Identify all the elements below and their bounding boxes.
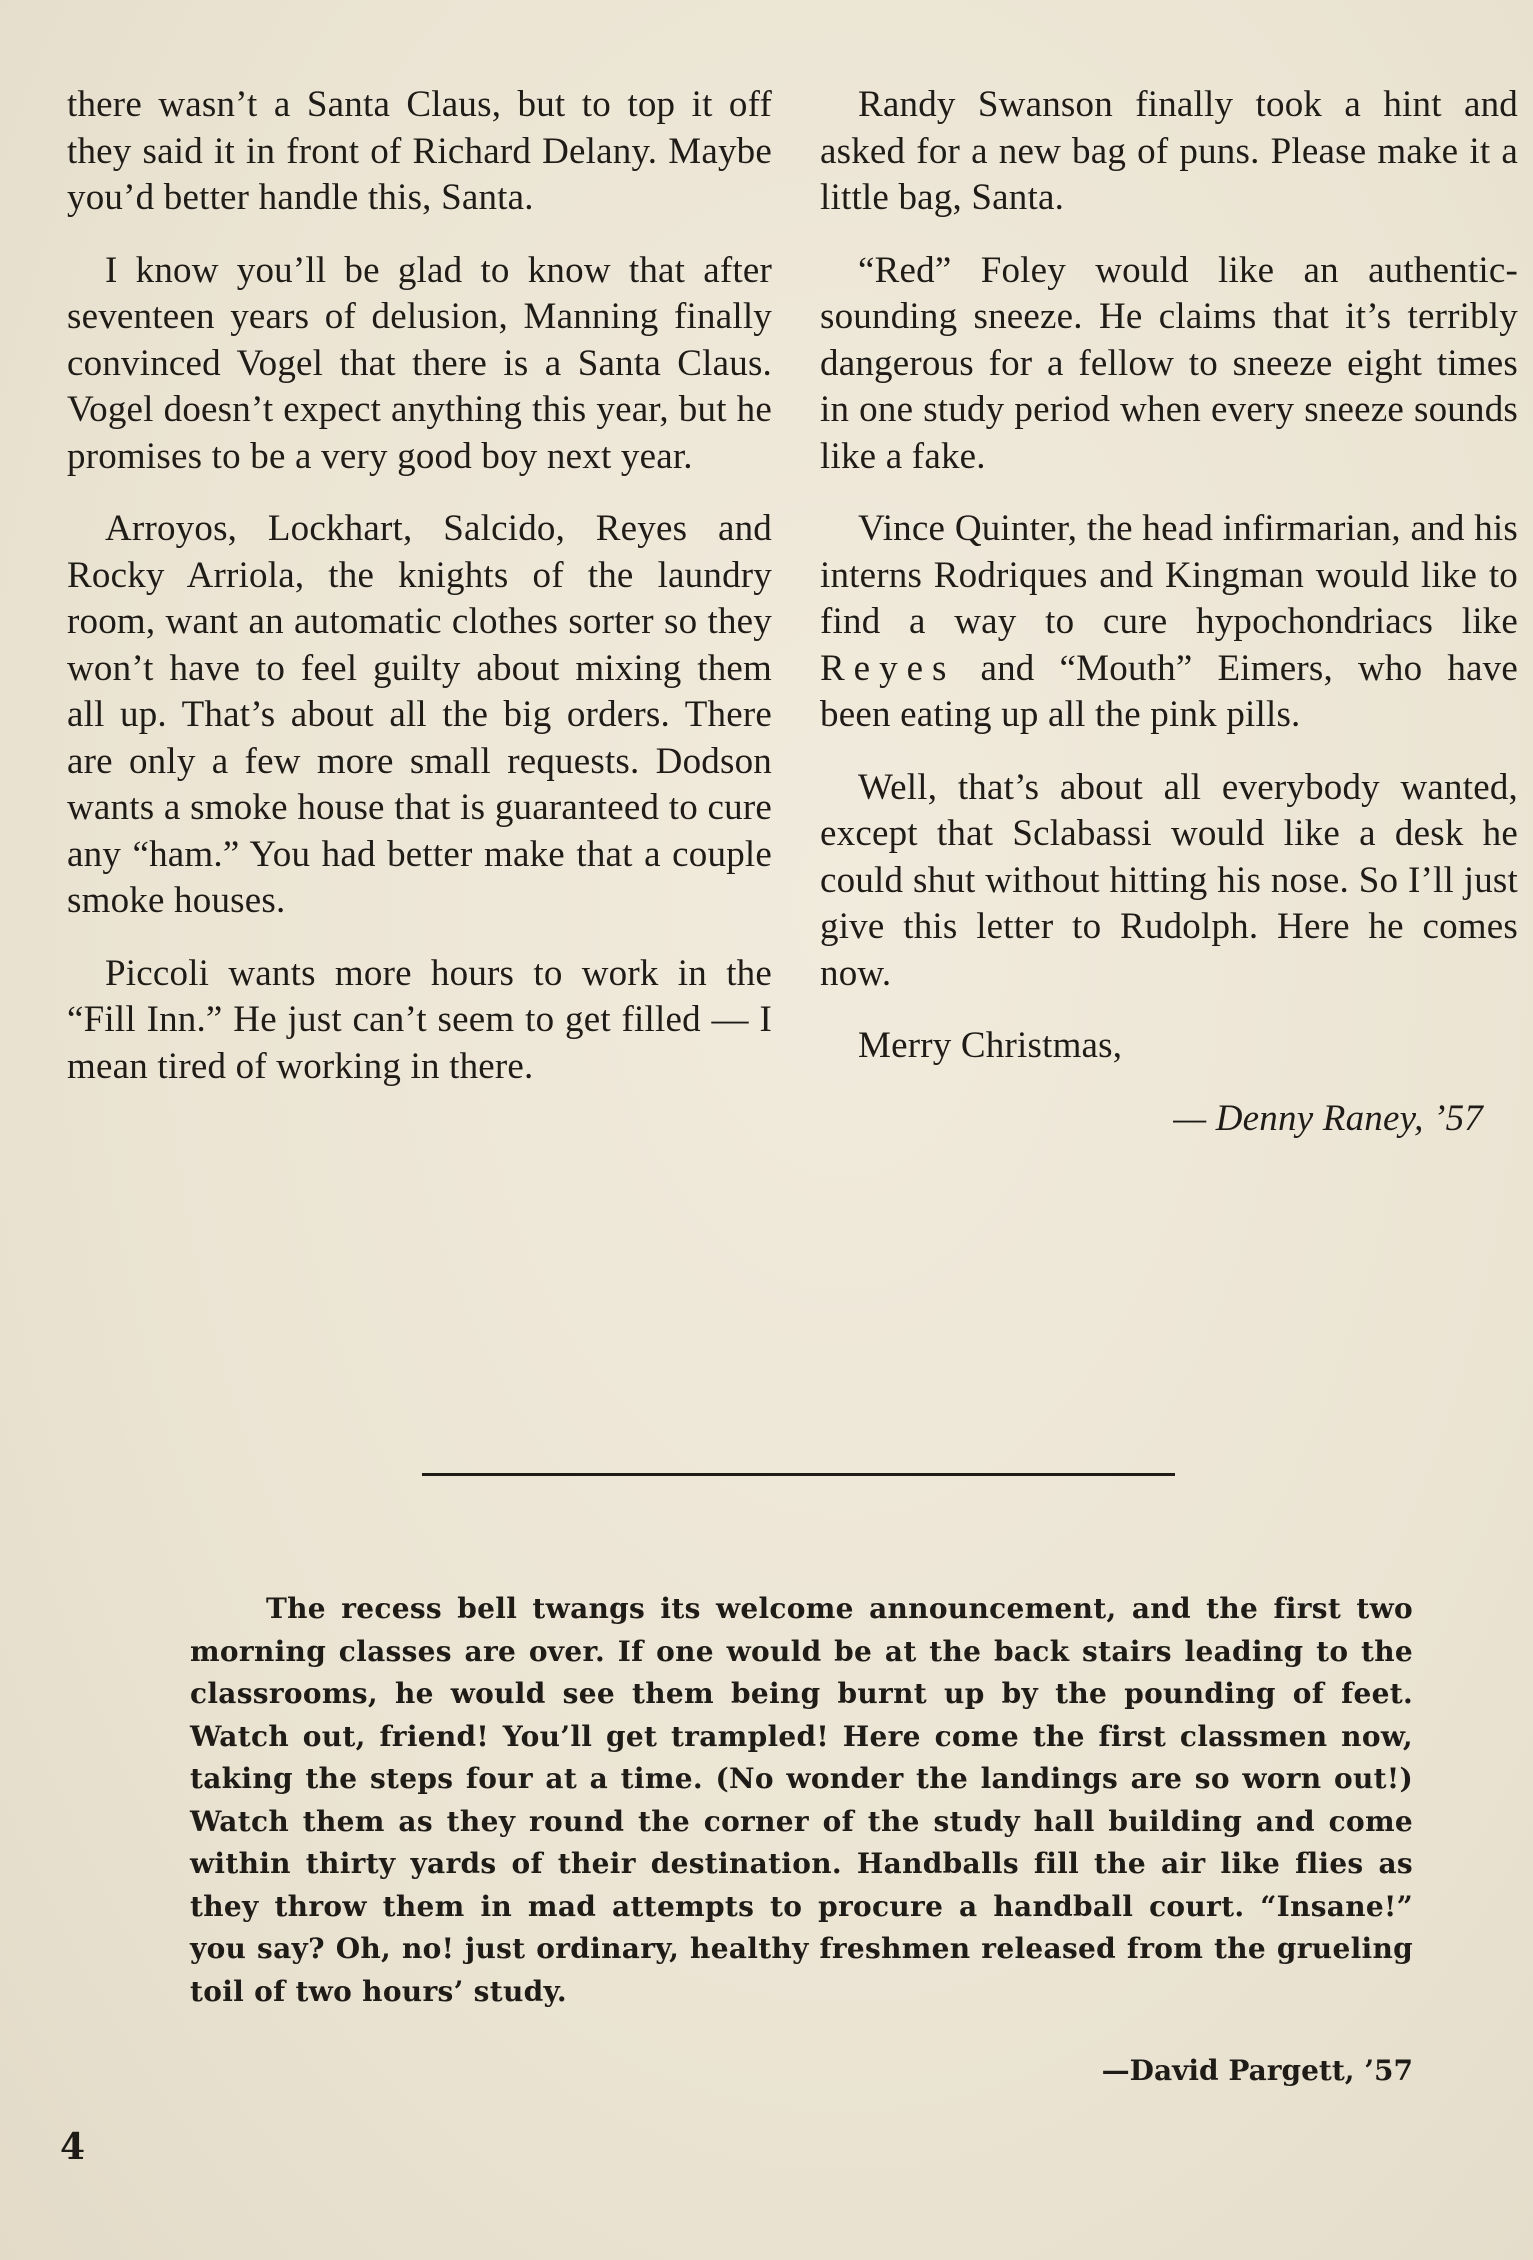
right-paragraph-1: Randy Swanson finally took a hint and asked for a new bag of puns. Please make it a little bag, Santa. (820, 84, 1518, 218)
recess-sidebar (190, 1588, 1413, 2013)
right-column (820, 82, 1518, 1168)
right-paragraph-3-start: Vince Quinter, the head infirmarian, and his interns Rodriques and Kingman would like to find a way to cure hypochondriacs like (820, 508, 1518, 642)
sidebar-paragraph: The recess bell twangs its welcome announcement, and the first two morning classes are over. If one would be at the back stairs leading to the classrooms, he would see them being burnt up by the pounding of feet. Watch out, friend! You’ll get trampled! Here come the first classmen now, taking the steps four at a time. (No wonder the landings are so worn out!) Watch them as they round the corner of the study hall building and come within thirty yards of their destination. Handballs fill the air like flies as they throw them in mad attempts to procure a handball court. “Insane!” you say? Oh, no! just ordinary, healthy freshmen released from the grueling toil of two hours’ study. (190, 1592, 1413, 2008)
left-paragraph-4: Piccoli wants more hours to work in the “Fill Inn.” He just can’t seem to get filled — I mean tired of working in there. (67, 952, 772, 1087)
left-paragraph-2: I know you’ll be glad to know that after seventeen years of delusion, Manning finally convinced Vogel that there is a Santa Claus. Vogel doesn’t expect anything this year, but he promises to be a very good boy next year. (67, 249, 772, 477)
letter-closing: Merry Christmas, (858, 1025, 1123, 1066)
spaced-name: Reyes (820, 647, 956, 689)
section-divider-rule (422, 1473, 1175, 1476)
page-number: 4 (60, 2126, 86, 2168)
left-paragraph-1: there wasn’t a Santa Claus, but to top it off they said it in front of Richard Delany. Maybe you’d better handle this, Santa. (67, 84, 772, 218)
right-paragraph-3 (820, 506, 1518, 739)
right-paragraph-3-end: and “Mouth” Eimers, who have been eating up all the pink pills. (820, 647, 1518, 735)
letter-signature: — Denny Raney, ’57 (1173, 1097, 1483, 1139)
left-column (67, 82, 772, 1116)
sidebar-signature: —David Pargett, ’57 (1101, 2054, 1413, 2087)
right-paragraph-4: Well, that’s about all everybody wanted, except that Sclabassi would like a desk he could shut without hitting his nose. So I’ll just give this letter to Rudolph. Here he comes now. (820, 766, 1518, 994)
right-paragraph-2: “Red” Foley would like an authentic-sounding sneeze. He claims that it’s terribly dangerous for a fellow to sneeze eight times in one study period when every sneeze sounds like a fake. (820, 249, 1518, 477)
left-paragraph-3: Arroyos, Lockhart, Salcido, Reyes and Rocky Arriola, the knights of the laundry room, want an automatic clothes sorter so they won’t have to feel guilty about mixing them all up. That’s about all the big orders. There are only a few more small requests. Dodson wants a smoke house that is guaranteed to cure any “ham.” You had better make that a couple smoke houses. (67, 508, 772, 921)
